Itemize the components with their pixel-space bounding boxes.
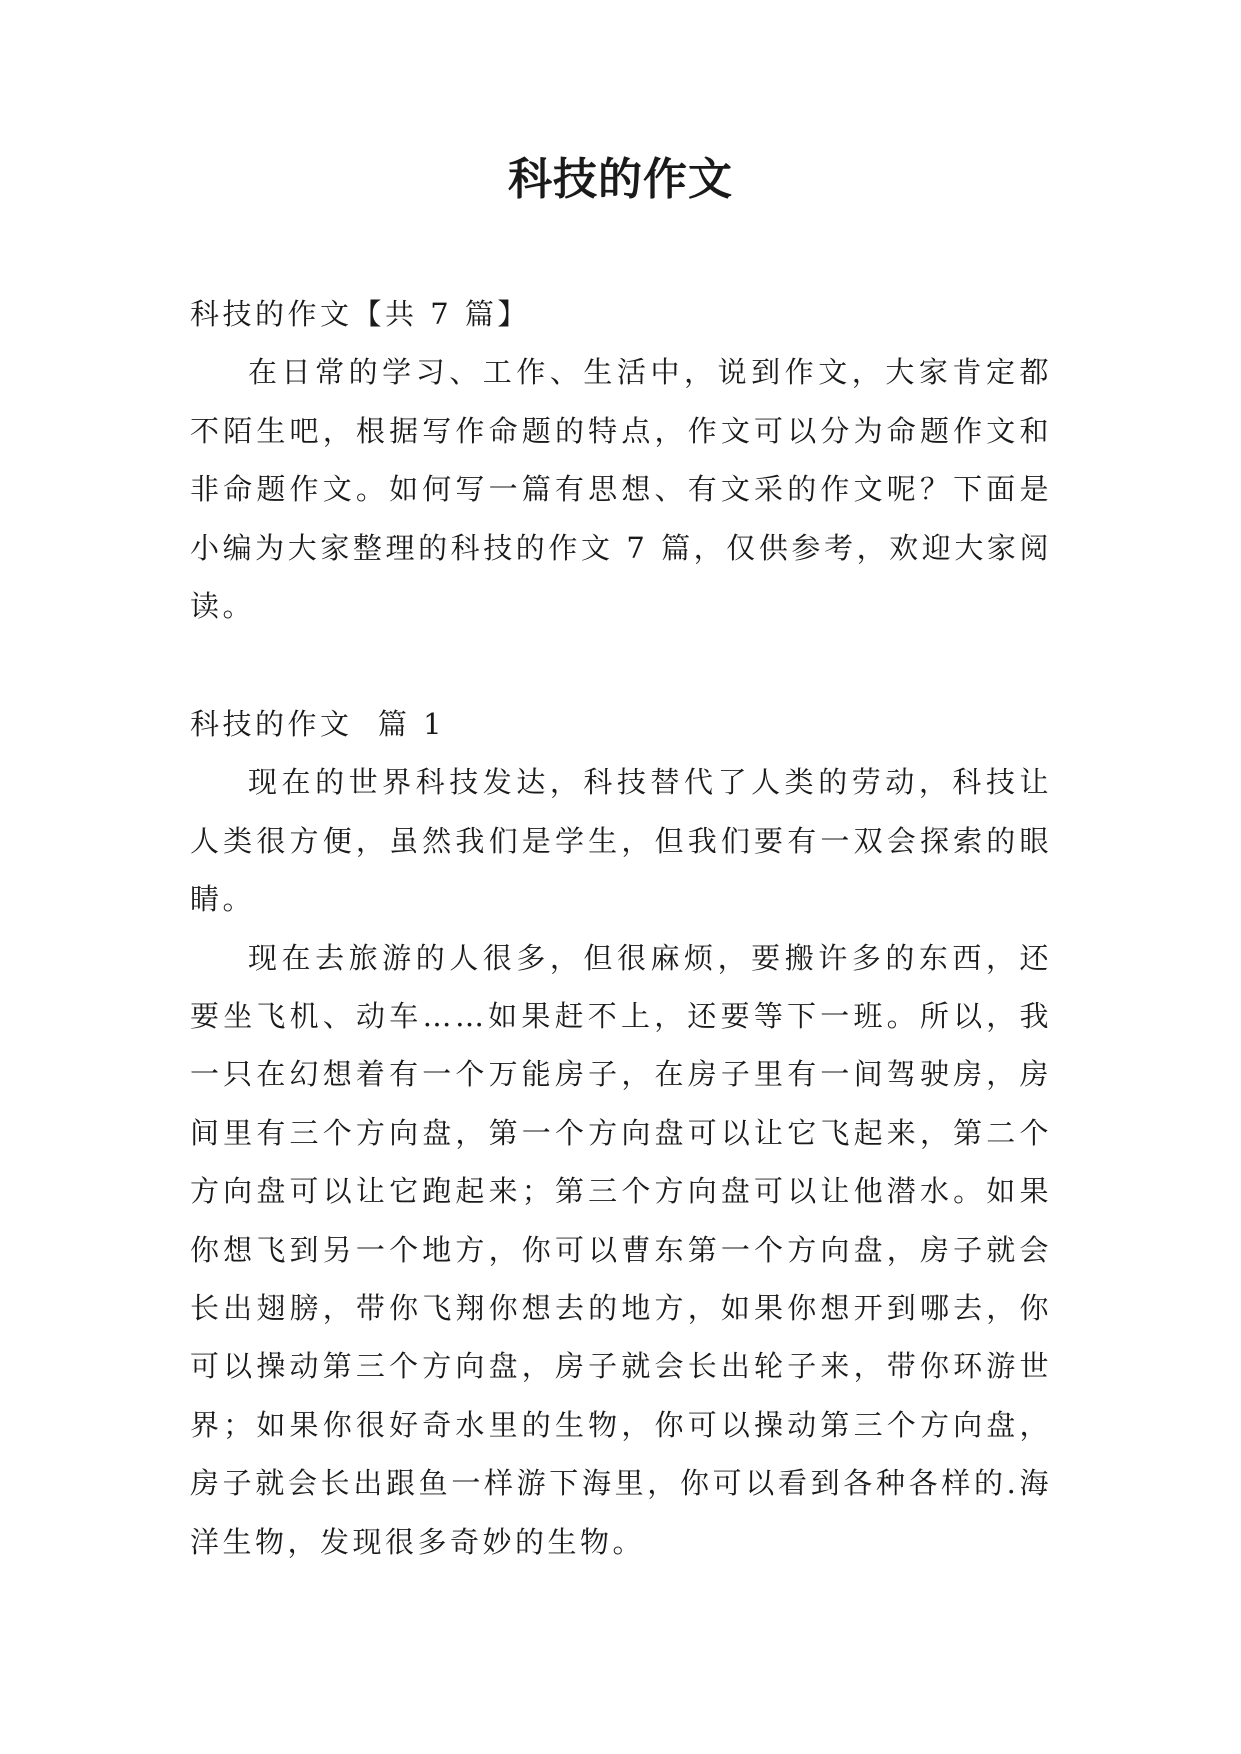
- essay-section-1: [190, 695, 1052, 1571]
- document-title: 科技的作文: [508, 154, 733, 205]
- section-heading: 科技的作文 篇 1: [190, 707, 446, 741]
- intro-block: [190, 285, 1052, 635]
- body-paragraph: 现在去旅游的人很多，但很麻烦，要搬许多的东西，还要坐飞机、动车……如果赶不上，还要等下一班。所以，我一只在幻想着有一个万能房子，在房子里有一间驾驶房，房间里有三个方向盘，第一个方向盘可以让它飞起来，第二个方向盘可以让它跑起来；第三个方向盘可以让他潜水。如果你想飞到另一个地方，你可以曹东第一个方向盘，房子就会长出翅膀，带你飞翔你想去的地方，如果你想开到哪去，你可以操动第三个方向盘，房子就会长出轮子来，带你环游世界；如果你很好奇水里的生物，你可以操动第三个方向盘，房子就会长出跟鱼一样游下海里，你可以看到各种各样的.海洋生物，发现很多奇妙的生物。: [190, 940, 1052, 1559]
- body-paragraph: 现在的世界科技发达，科技替代了人类的劳动，科技让人类很方便，虽然我们是学生，但我们要有一双会探索的眼睛。: [190, 765, 1052, 917]
- collection-heading: 科技的作文【共 7 篇】: [190, 297, 530, 331]
- intro-paragraph: 在日常的学习、工作、生活中，说到作文，大家肯定都不陌生吧，根据写作命题的特点，作文可以分为命题作文和非命题作文。如何写一篇有思想、有文采的作文呢？下面是小编为大家整理的科技的作文 7 篇，仅供参考，欢迎大家阅读。: [190, 355, 1052, 624]
